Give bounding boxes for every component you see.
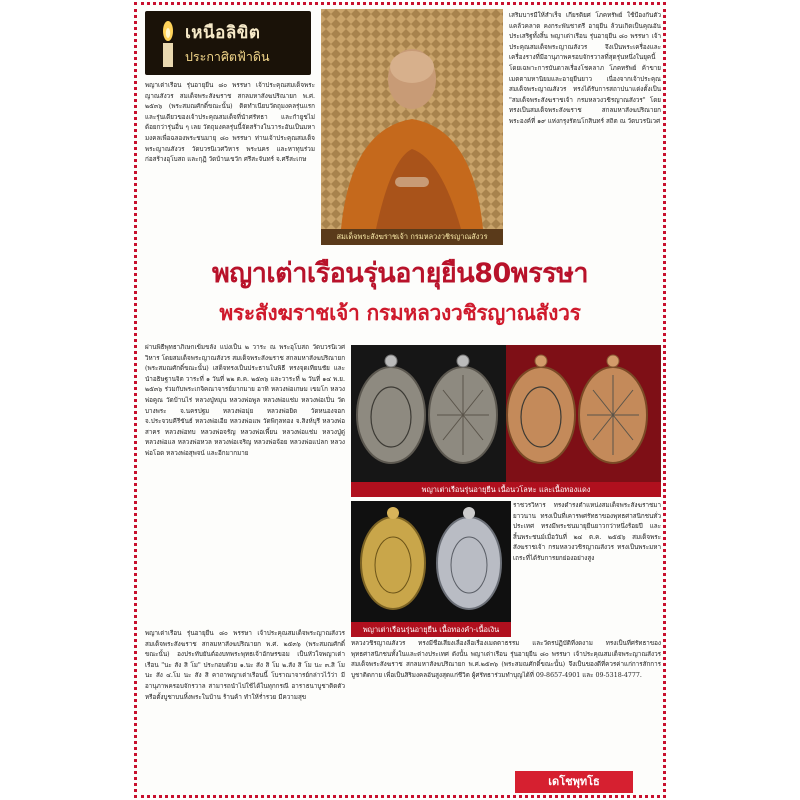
newspaper-page [134,2,666,798]
main-headline: พญาเต่าเรือนรุ่นอายุยืน80พรรษา [211,258,589,289]
mantra-article-text: พญาเต่าเรือน รุ่นอายุยืน ๘๐ พรรษา เจ้าประคุณสมเด็จพระญาณสังวร สมเด็จพระสังฆราช สกลมหาสังฆปริณายก พ.ศ. ๒๕๓๖ (พระสมณศักดิ์ขณะนั้น) องประทับยันต์องบทพระพุทธเจ้าอักษรขอม เป็นหัวใจพญาเต่าเรือน "นะ สัง สิ โม" ประกอบด้วย ๑.นะ สัง สิ โม ๒.สัง สิ โม นะ ๓.สิ โม นะ สัง ๔.โม นะ สัง สิ คาถาพญาเต่าเรือนนี้ โบราณาจารย์กล่าวไว้ว่า มีอานุภาพครอบจักรวาล สามารถนำไปใช้ได้ในทุกกรณี อาราธนาบูชาติดตัว หรือตั้งบูชาบนหิ้งพระในบ้าน ร้านค้า ทำให้ร่ำรวย มีความสุข [145,630,345,701]
turtle-amulet-images-top [351,345,661,482]
right-article-text: เสริมบารมีให้สำเร็จ เกียรติยศ โภคทรัพย์ ใช้ป้องกันตัว แคล้วคลาด คงกระพันชาตรี อายุยืน ล้วนเกิดเป็นคุณอันประเสริฐทั้งสิ้น พญาเต่าเรือน รุ่นอายุยืน ๘๐ พรรษา เจ้าประคุณสมเด็จพระญาณสังวร จึงเป็นพระเครื่องและเครื่องรางที่มีอานุภาพครอบจักรวาลที่สุดรุ่นหนึ่งในยุคนี้ โดยเฉพาะการบันดาลเรื่องโชคลาภ โภคทรัพย์ ค้าขาย เมตตามหานิยมและอายุยืนยาว เนื่องจากเจ้าประคุณสมเด็จพระญาณสังวร ทรงได้รับการสถาปนาแต่งตั้งเป็น "สมเด็จพระสังฆราชเจ้า กรมหลวงวชิรญาณสังวร" โดยทรงเป็นสมเด็จพระสังฆราช สกลมหาสังฆปริณายก พระองค์ที่ ๑๙ แห่งกรุงรัตนโกสินทร์ สถิต ณ วัดบวรนิเวศ [509,12,661,125]
candle-icon [155,19,181,69]
amulet-caption-top: พญาเต่าเรือนรุ่นอายุยืน เนื้อนวโลหะ และเนื้อทองแดง [351,482,661,497]
turtle-amulet-images-bottom [351,501,511,622]
amulet-panel-metal-copper [351,345,661,497]
amulet-caption-bottom: พญาเต่าเรือนรุ่นอายุยืน เนื้อทองคำ-เนื้อเงิน [351,622,511,637]
monk-portrait-image [321,9,503,229]
biography-article-text: ราชวรวิหาร ทรงดำรงตำแหน่งสมเด็จพระสังฆราชมายาวนาน ทรงเป็นที่เคารพศรัทธาของพุทธศาสนิกชนทั่วประเทศ ทรงมีพระชนมายุยืนยาวกว่าหนึ่งร้อยปี และสิ้นพระชนม์เมื่อวันที่ ๒๔ ต.ค. ๒๕๕๖ สมเด็จพระสังฆราชเจ้า กรมหลวงวชิรญาณสังวร ทรงเป็นพระมหาเถระที่ได้รับการยกย่องอย่างสูง [513,502,661,562]
sub-headline: พระสังฆราชเจ้า กรมหลวงวชิรญาณสังวร [219,301,581,325]
logo-title: เหนือลิขิต [185,23,261,43]
monk-portrait-photo [321,9,503,245]
amulet-panel-gold-silver [351,501,511,637]
publication-logo [145,11,311,75]
contact-article-text: หลวงวชิรญาณสังวร ทรงมีชื่อเสียงเลื่องลือเรื่องเมตตาธรรม และวัตรปฏิบัติที่งดงาม ทรงเป็นที่ศรัทธาของพุทธศาสนิกชนทั้งในและต่างประเทศ ดังนั้น พญาเต่าเรือน รุ่นอายุยืน ๘๐ พรรษา เจ้าประคุณสมเด็จพระญาณสังวร สมเด็จพระสังฆราช สกลมหาสังฆปริณายก พ.ศ.๒๕๓๖ (พระสมณศักดิ์ขณะนั้น) จึงเป็นของดีที่ควรค่าแก่การสักการบูชาติดกาย เพื่อเป็นสิริมงคลอันสูงสุดแก่ชีวิต ผู้ศรัทธาร่วมทำบุญได้ที่ 09-8657-4901 และ 09-5318-4777. [351,640,661,679]
brand-tag: เดโชพุทโธ [515,771,633,793]
ceremony-article-text: ผ่านพิธีพุทธาภิเษกเข้มขลัง แบ่งเป็น ๒ วาระ ณ พระอุโบสถ วัดบวรนิเวศวิหาร โดยสมเด็จพระญาณสังวร สมเด็จพระสังฆราช สกลมหาสังฆปริณายก (พระสมณศักดิ์ขณะนั้น) เสด็จทรงเป็นประธานในพิธี ทรงจุดเทียนชัย และนำอธิษฐานจิต วาระที่ ๑ วันที่ ๒๒ ต.ค. ๒๕๓๖ และวาระที่ ๒ วันที่ ๑๔ พ.ย. ๒๕๓๖ ร่วมกับพระเกจิคณาจารย์มากมาย อาทิ หลวงพ่อเกษม เขมโก หลวงพ่อคูณ วัดบ้านไร่ หลวงปู่หมุน หลวงพ่อพูล หลวงพ่อแช่ม หลวงพ่อเปิ่น วัดบางพระ จ.นครปฐม หลวงพ่อมุ่ย หลวงพ่อยิด วัดหนองจอก จ.ประจวบคีรีขันธ์ หลวงพ่อเอีย หลวงพ่อแพ วัดพิกุลทอง จ.สิงห์บุรี หลวงพ่อสาคร หลวงพ่อทบ หลวงพ่อจรัญ หลวงพ่อเพี้ยน หลวงพ่อแช่ม หลวงปู่ดู่ หลวงพ่อแล หลวงพ่อหวล หลวงพ่อเจริญ หลวงพ่อจ้อย หลวงพ่อแปลก หลวงพ่อโอด หลวงพ่อสุพจน์ และอีกมากมาย [145,344,345,457]
logo-subtitle: ประกาศิตฟ้าดิน [185,49,270,64]
photo-caption: สมเด็จพระสังฆราชเจ้า กรมหลวงวชิรญาณสังวร [321,229,503,245]
intro-article-text: พญาเต่าเรือน รุ่นอายุยืน ๘๐ พรรษา เจ้าประคุณสมเด็จพระญาณสังวร สมเด็จพระสังฆราช สกลมหาสังฆปริณายก พ.ศ. ๒๕๓๖ (พระสมณศักดิ์ขณะนั้น) ติดทำเนียบวัตถุมงคลรุ่นแรกและรุ่นเดียวของเจ้าประคุณสมเด็จที่นำศรัทธา และกำยูชไม่ด้อยกว่ารุ่นอื่น ๆ เลย วัตถุมงคลรุ่นนี้จัดสร้างในวาระอันเป็นมหามงคลเพื่อฉลองพระชนมายุ ๘๐ พรรษา ท่านเจ้าประคุณสมเด็จพระญาณสังวร วัดบวรนิเวศวิหาร พระนคร และหาทุนร่วมก่อสร้างอุโบสถ และกุฏิ วัดบ้านเขวัก ศรีสะจันทร์ จ.ศรีสะเกษ [145,82,315,164]
